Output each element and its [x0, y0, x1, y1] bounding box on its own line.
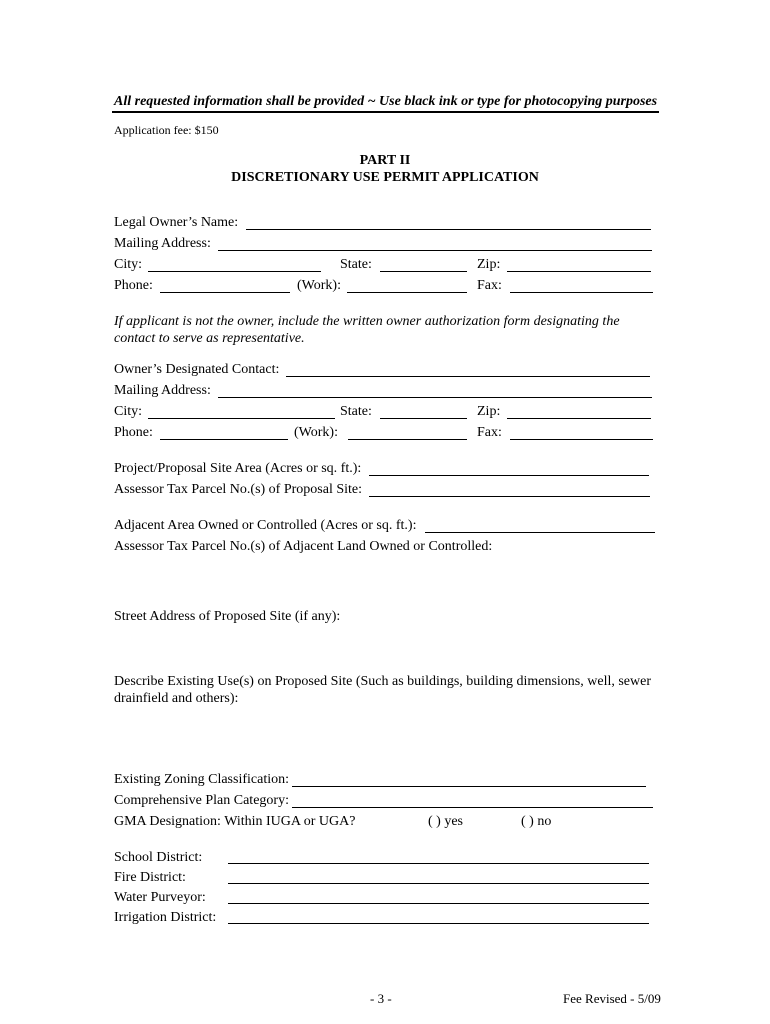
contact-mailing-field[interactable]	[218, 397, 652, 398]
contact-city-field[interactable]	[148, 418, 335, 419]
legal-owner-field[interactable]	[246, 229, 651, 230]
designated-contact-label: Owner’s Designated Contact:	[114, 362, 280, 377]
fire-district-field[interactable]	[228, 883, 649, 884]
owner-state-field[interactable]	[380, 271, 467, 272]
adjacent-area-label: Adjacent Area Owned or Controlled (Acres or sq. ft.):	[114, 518, 417, 533]
contact-fax-label: Fax:	[477, 425, 502, 440]
existing-use-label-line1: Describe Existing Use(s) on Proposed Site (Such as buildings, building dimensions, well, sewer	[114, 674, 651, 689]
site-area-field[interactable]	[369, 475, 649, 476]
owner-zip-field[interactable]	[507, 271, 651, 272]
legal-owner-label: Legal Owner’s Name:	[114, 215, 239, 230]
contact-phone-label: Phone:	[114, 425, 153, 440]
owner-state-label: State:	[340, 257, 372, 272]
contact-work-field[interactable]	[348, 439, 467, 440]
water-purveyor-field[interactable]	[228, 903, 649, 904]
part-title: PART II	[359, 153, 411, 168]
contact-zip-field[interactable]	[507, 418, 651, 419]
water-purveyor-label: Water Purveyor:	[114, 890, 206, 905]
gma-designation-label: GMA Designation: Within IUGA or UGA?	[114, 814, 356, 829]
owner-phone-label: Phone:	[114, 278, 153, 293]
owner-work-field[interactable]	[347, 292, 467, 293]
zoning-label: Existing Zoning Classification:	[114, 772, 289, 787]
owner-work-label: (Work):	[297, 278, 341, 293]
authorization-note-line2: contact to serve as representative.	[114, 331, 305, 346]
owner-city-label: City:	[114, 257, 143, 272]
fire-district-label: Fire District:	[114, 870, 186, 885]
zoning-field[interactable]	[292, 786, 646, 787]
site-parcel-label: Assessor Tax Parcel No.(s) of Proposal Site:	[114, 482, 363, 497]
gma-yes-option[interactable]: ( ) yes	[428, 814, 463, 829]
contact-phone-field[interactable]	[160, 439, 288, 440]
contact-mailing-label: Mailing Address:	[114, 383, 211, 398]
contact-fax-field[interactable]	[510, 439, 653, 440]
contact-state-label: State:	[340, 404, 372, 419]
application-fee: Application fee: $150	[114, 123, 219, 137]
owner-mailing-label: Mailing Address:	[114, 236, 211, 251]
owner-fax-field[interactable]	[510, 292, 653, 293]
irrigation-district-label: Irrigation District:	[114, 910, 217, 925]
existing-use-label-line2: drainfield and others):	[114, 691, 239, 706]
school-district-label: School District:	[114, 850, 203, 865]
site-parcel-field[interactable]	[369, 496, 650, 497]
authorization-note-line1: If applicant is not the owner, include the written owner authorization form designating the	[114, 314, 620, 329]
page-number: - 3 -	[370, 991, 392, 1006]
owner-mailing-field[interactable]	[218, 250, 652, 251]
adjacent-area-field[interactable]	[425, 532, 655, 533]
gma-no-option[interactable]: ( ) no	[521, 814, 552, 829]
site-area-label: Project/Proposal Site Area (Acres or sq. ft.):	[114, 461, 362, 476]
comprehensive-plan-label: Comprehensive Plan Category:	[114, 793, 289, 808]
owner-zip-label: Zip:	[477, 257, 501, 272]
header-notice: All requested information shall be provided ~ Use black ink or type for photocopying purposes	[114, 94, 658, 109]
owner-phone-field[interactable]	[160, 292, 290, 293]
irrigation-district-field[interactable]	[228, 923, 649, 924]
contact-state-field[interactable]	[380, 418, 467, 419]
adjacent-parcel-label: Assessor Tax Parcel No.(s) of Adjacent Land Owned or Controlled:	[114, 539, 493, 554]
comprehensive-plan-field[interactable]	[292, 807, 653, 808]
header-rule	[112, 111, 659, 113]
street-address-label: Street Address of Proposed Site (if any):	[114, 609, 341, 624]
owner-city-field[interactable]	[148, 271, 321, 272]
contact-city-label: City:	[114, 404, 143, 419]
designated-contact-field[interactable]	[286, 376, 650, 377]
revision-note: Fee Revised - 5/09	[563, 991, 661, 1006]
school-district-field[interactable]	[228, 863, 649, 864]
contact-work-label: (Work):	[294, 425, 338, 440]
owner-fax-label: Fax:	[477, 278, 502, 293]
contact-zip-label: Zip:	[477, 404, 501, 419]
form-title: DISCRETIONARY USE PERMIT APPLICATION	[231, 170, 539, 185]
